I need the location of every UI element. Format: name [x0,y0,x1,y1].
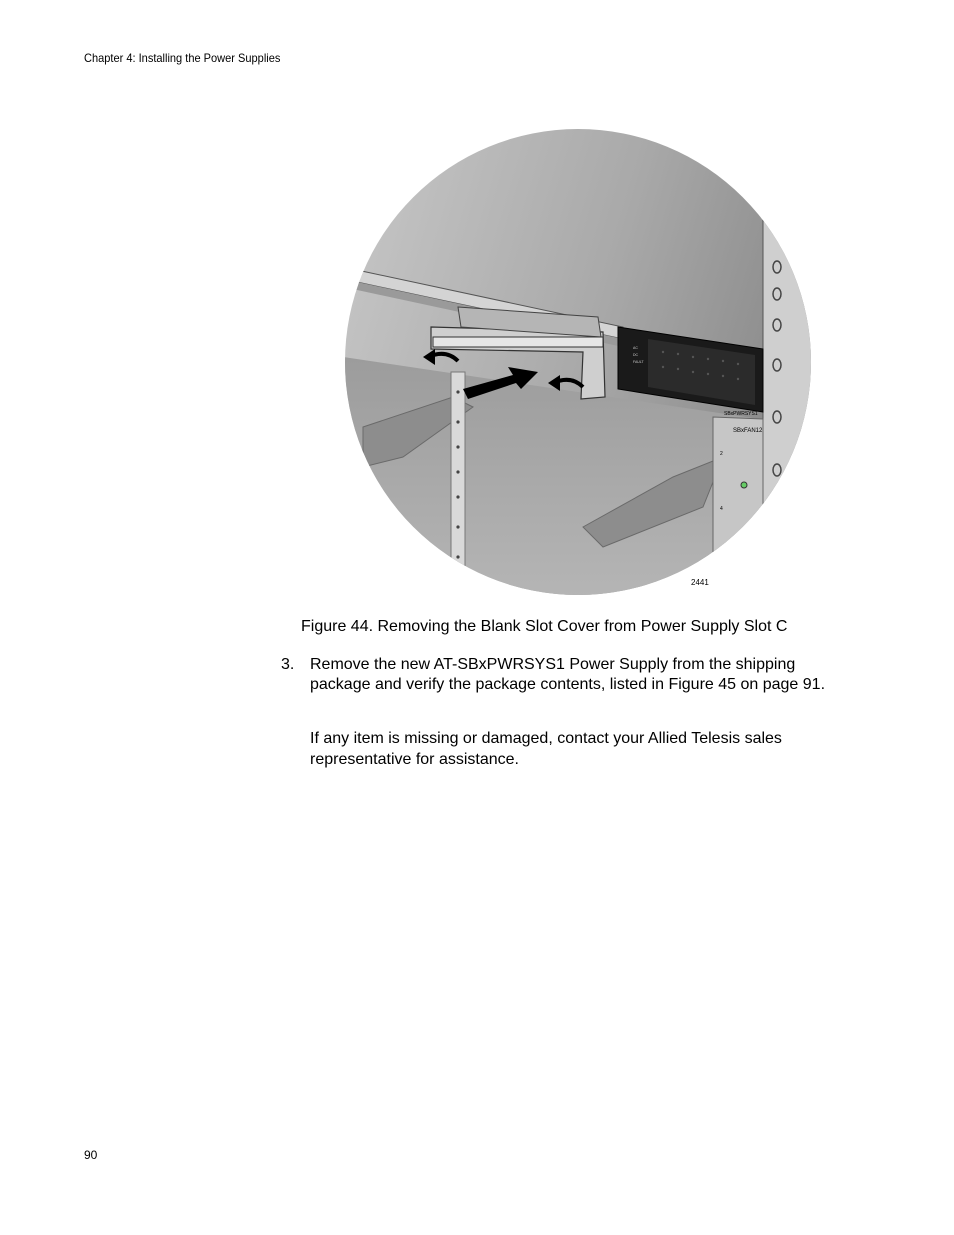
procedure-step [281,655,841,695]
step-text: Remove the new AT-SBxPWRSYS1 Power Supply from the shipping package and verify the package contents, listed in Figure 45 on page 91. [310,656,826,693]
blank-slot-cover-handle [433,337,603,347]
switch-model-label: SBxFAN12 [733,428,763,434]
slot-number-label: 2 [720,451,723,457]
slot-number-label: 4 [720,506,723,512]
step-note: If any item is missing or damaged, contact your Allied Telesis sales representative for assistance. [310,730,782,768]
led-label: AC [633,346,638,350]
led-label: DC [633,353,639,357]
running-header: Chapter 4: Installing the Power Supplies [84,51,281,65]
power-supply-slot-illustration [343,127,813,597]
figure-id-tag: 2441 [691,578,709,587]
page-number: 90 [84,1148,98,1162]
module-name-label: SBxPWRSYS1 [724,411,758,417]
figure-illustration [343,127,813,597]
status-led-icon [741,482,747,488]
step-number: 3. [281,656,295,673]
rack-rail-right [763,217,813,597]
figure-caption: Figure 44. Removing the Blank Slot Cover from Power Supply Slot C [301,618,788,635]
led-label: FAULT [633,360,644,364]
rack-rail-left [451,372,465,597]
